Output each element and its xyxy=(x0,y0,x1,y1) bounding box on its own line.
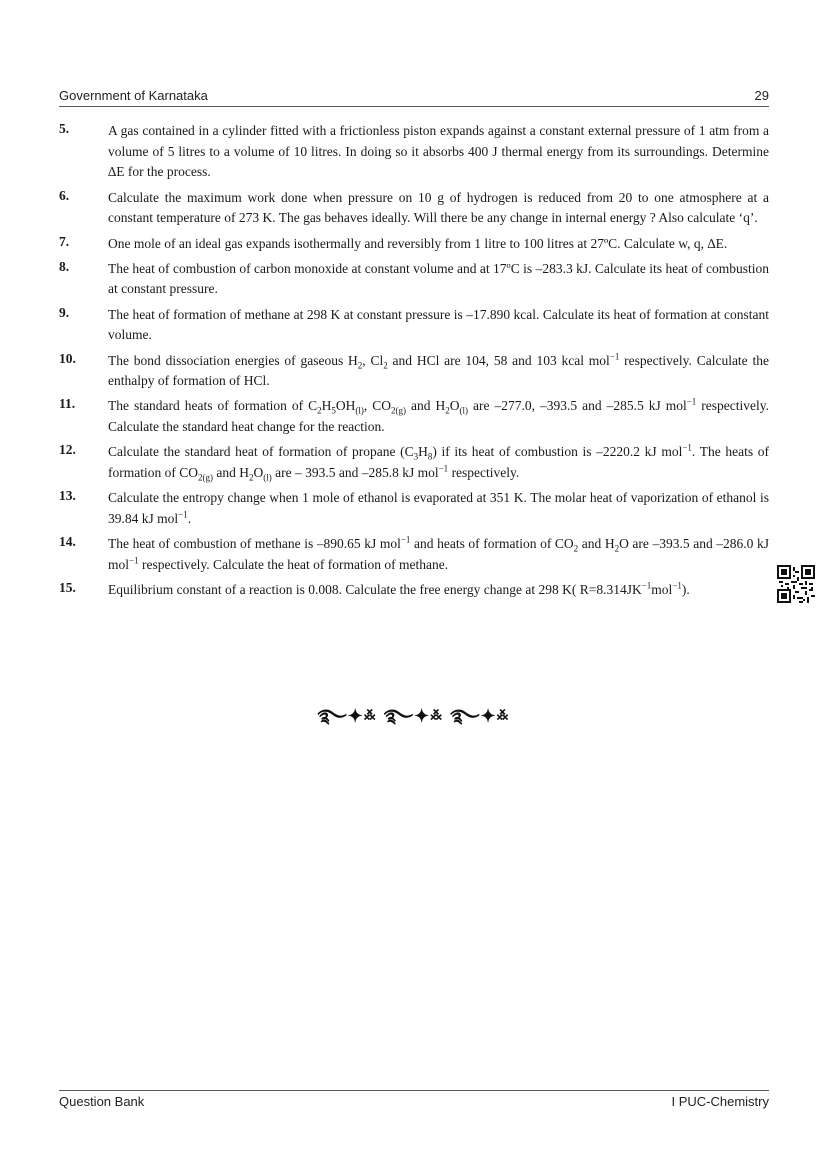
question-text: One mole of an ideal gas expands isothermally and reversibly from 1 litre to 100 litres at 27ºC. Calculate w, q, ∆E. xyxy=(108,235,728,251)
superscript: −1 xyxy=(682,442,692,453)
question-number: 6. xyxy=(59,187,70,203)
footer-right-label: I PUC-Chemistry xyxy=(671,1094,769,1109)
question-number: 5. xyxy=(59,121,70,136)
question-number: 11. xyxy=(59,396,76,412)
text-run: mol xyxy=(651,582,673,598)
subscript: 2 xyxy=(445,406,450,417)
text-run: Calculate the entropy change when 1 mole of ethanol is evaporated at 351 K. The molar heat of vaporization of ethanol is 39.84 kJ mol xyxy=(108,490,769,526)
text-run: OH xyxy=(335,398,356,414)
text-run: . The heats of formation of CO xyxy=(108,444,769,481)
text-run: The heat of combustion of methane is –890.65 kJ mol xyxy=(108,536,401,552)
question-11 xyxy=(59,396,769,437)
question-15 xyxy=(59,580,769,601)
question-text xyxy=(108,488,769,529)
superscript: −1 xyxy=(609,351,620,362)
question-text xyxy=(108,396,769,437)
text-run: , CO xyxy=(363,398,392,414)
subscript: 2 xyxy=(317,406,322,417)
text-run: are –277.0, –393.5 and –285.5 kJ mol xyxy=(468,398,687,414)
text-run: respectively. Calculate the heat of formation of methane. xyxy=(138,556,449,572)
question-12 xyxy=(59,442,769,483)
question-text xyxy=(108,442,769,483)
text-run: H xyxy=(418,444,428,460)
superscript: −1 xyxy=(672,580,682,591)
text-run: Calculate the standard heat of formation of propane (C xyxy=(108,444,414,460)
page-footer xyxy=(59,1090,769,1112)
text-run: Equilibrium constant of a reaction is 0.008. Calculate the free energy change at 298 K( R=8.314JK xyxy=(108,582,642,598)
text-run: ) if its heat of combustion is –2220.2 kJ mol xyxy=(432,444,683,460)
subscript: (l) xyxy=(459,406,469,417)
text-run: O xyxy=(449,398,460,414)
question-9 xyxy=(59,305,769,346)
subscript: (l) xyxy=(263,472,272,483)
question-number: 13. xyxy=(59,488,76,504)
text-run: and H xyxy=(578,536,615,552)
subscript: (l) xyxy=(355,406,364,417)
subscript: 2 xyxy=(383,360,388,371)
text-run: H xyxy=(321,398,332,414)
text-run: and heats of formation of CO xyxy=(410,536,574,552)
question-8 xyxy=(59,259,769,300)
text-run: respectively. xyxy=(448,465,520,481)
superscript: −1 xyxy=(400,534,411,545)
question-number: 10. xyxy=(59,350,76,366)
subscript: 2 xyxy=(249,472,254,483)
text-run: The bond dissociation energies of gaseous H xyxy=(108,352,358,368)
question-number: 8. xyxy=(59,258,70,274)
text-run: ). xyxy=(681,582,690,598)
question-13 xyxy=(59,488,769,529)
question-14 xyxy=(59,534,769,575)
text-run: respectively. Calculate the enthalpy of formation of HCl. xyxy=(108,352,769,389)
question-number: 15. xyxy=(59,580,76,596)
superscript: −1 xyxy=(178,509,188,520)
text-run: and HCl are 104, 58 and 103 kcal mol xyxy=(387,352,610,368)
superscript: −1 xyxy=(438,463,449,474)
subscript: 2 xyxy=(573,543,579,554)
text-run: and H xyxy=(213,465,249,481)
question-text: The heat of combustion of carbon monoxide at constant volume and at 17ºC is –283.3 kJ. Calculate its heat of combustion at constant pressure. xyxy=(108,260,769,297)
question-number: 14. xyxy=(59,534,76,550)
subscript: 3 xyxy=(413,452,419,463)
question-5 xyxy=(59,121,769,183)
subscript: 2(g) xyxy=(198,472,213,483)
subscript: 8 xyxy=(427,452,433,463)
question-text xyxy=(108,351,769,392)
superscript: −1 xyxy=(129,555,139,566)
superscript: −1 xyxy=(686,396,697,407)
qr-code-icon[interactable] xyxy=(777,565,815,603)
question-10 xyxy=(59,351,769,392)
footer-left-label: Question Bank xyxy=(59,1094,145,1109)
text-run: The standard heats of formation of C xyxy=(108,398,318,414)
question-text xyxy=(108,534,769,575)
question-text xyxy=(108,580,769,601)
text-run: , Cl xyxy=(362,352,384,368)
subscript: 2(g) xyxy=(391,406,407,417)
question-text: Calculate the maximum work done when pressure on 10 g of hydrogen is reduced from 20 to one atmosphere at a constant temperature of 273 K. The gas behaves ideally. Will there be any change in internal energy ? Also calculate ‘q’. xyxy=(108,189,769,226)
question-6 xyxy=(59,188,769,229)
superscript: −1 xyxy=(641,580,652,591)
subscript: 5 xyxy=(331,406,336,417)
text-run: and H xyxy=(406,398,446,414)
text-run: are – 393.5 and –285.8 kJ mol xyxy=(271,465,439,481)
question-number: 12. xyxy=(59,442,76,458)
question-list xyxy=(59,121,769,605)
subscript: 2 xyxy=(357,360,363,371)
section-end-ornament: ࿐✦࿏ ࿐✦࿏ ࿐✦࿏ xyxy=(317,706,510,727)
question-7 xyxy=(59,234,769,255)
subscript: 2 xyxy=(614,543,620,554)
text-run: O xyxy=(253,465,264,481)
header-title: Government of Karnataka xyxy=(59,88,208,103)
question-text: A gas contained in a cylinder fitted with a frictionless piston expands against a constant external pressure of 1 atm from a volume of 5 litres to a volume of 10 litres. In doing so it absorbs 400 J thermal energy from its surroundings. Determine ∆E for the process. xyxy=(108,123,769,180)
question-text: The heat of formation of methane at 298 K at constant pressure is –17.890 kcal. Calculate its heat of formation at constant volume. xyxy=(108,306,769,343)
page-header xyxy=(59,88,769,107)
page-number: 29 xyxy=(754,88,769,103)
text-run: . xyxy=(187,510,192,526)
text-run: O are –393.5 and –286.0 kJ mol xyxy=(108,536,769,572)
text-run: respectively. Calculate the standard heat change for the reaction. xyxy=(108,398,769,435)
question-number: 9. xyxy=(59,304,70,320)
question-number: 7. xyxy=(59,233,70,249)
